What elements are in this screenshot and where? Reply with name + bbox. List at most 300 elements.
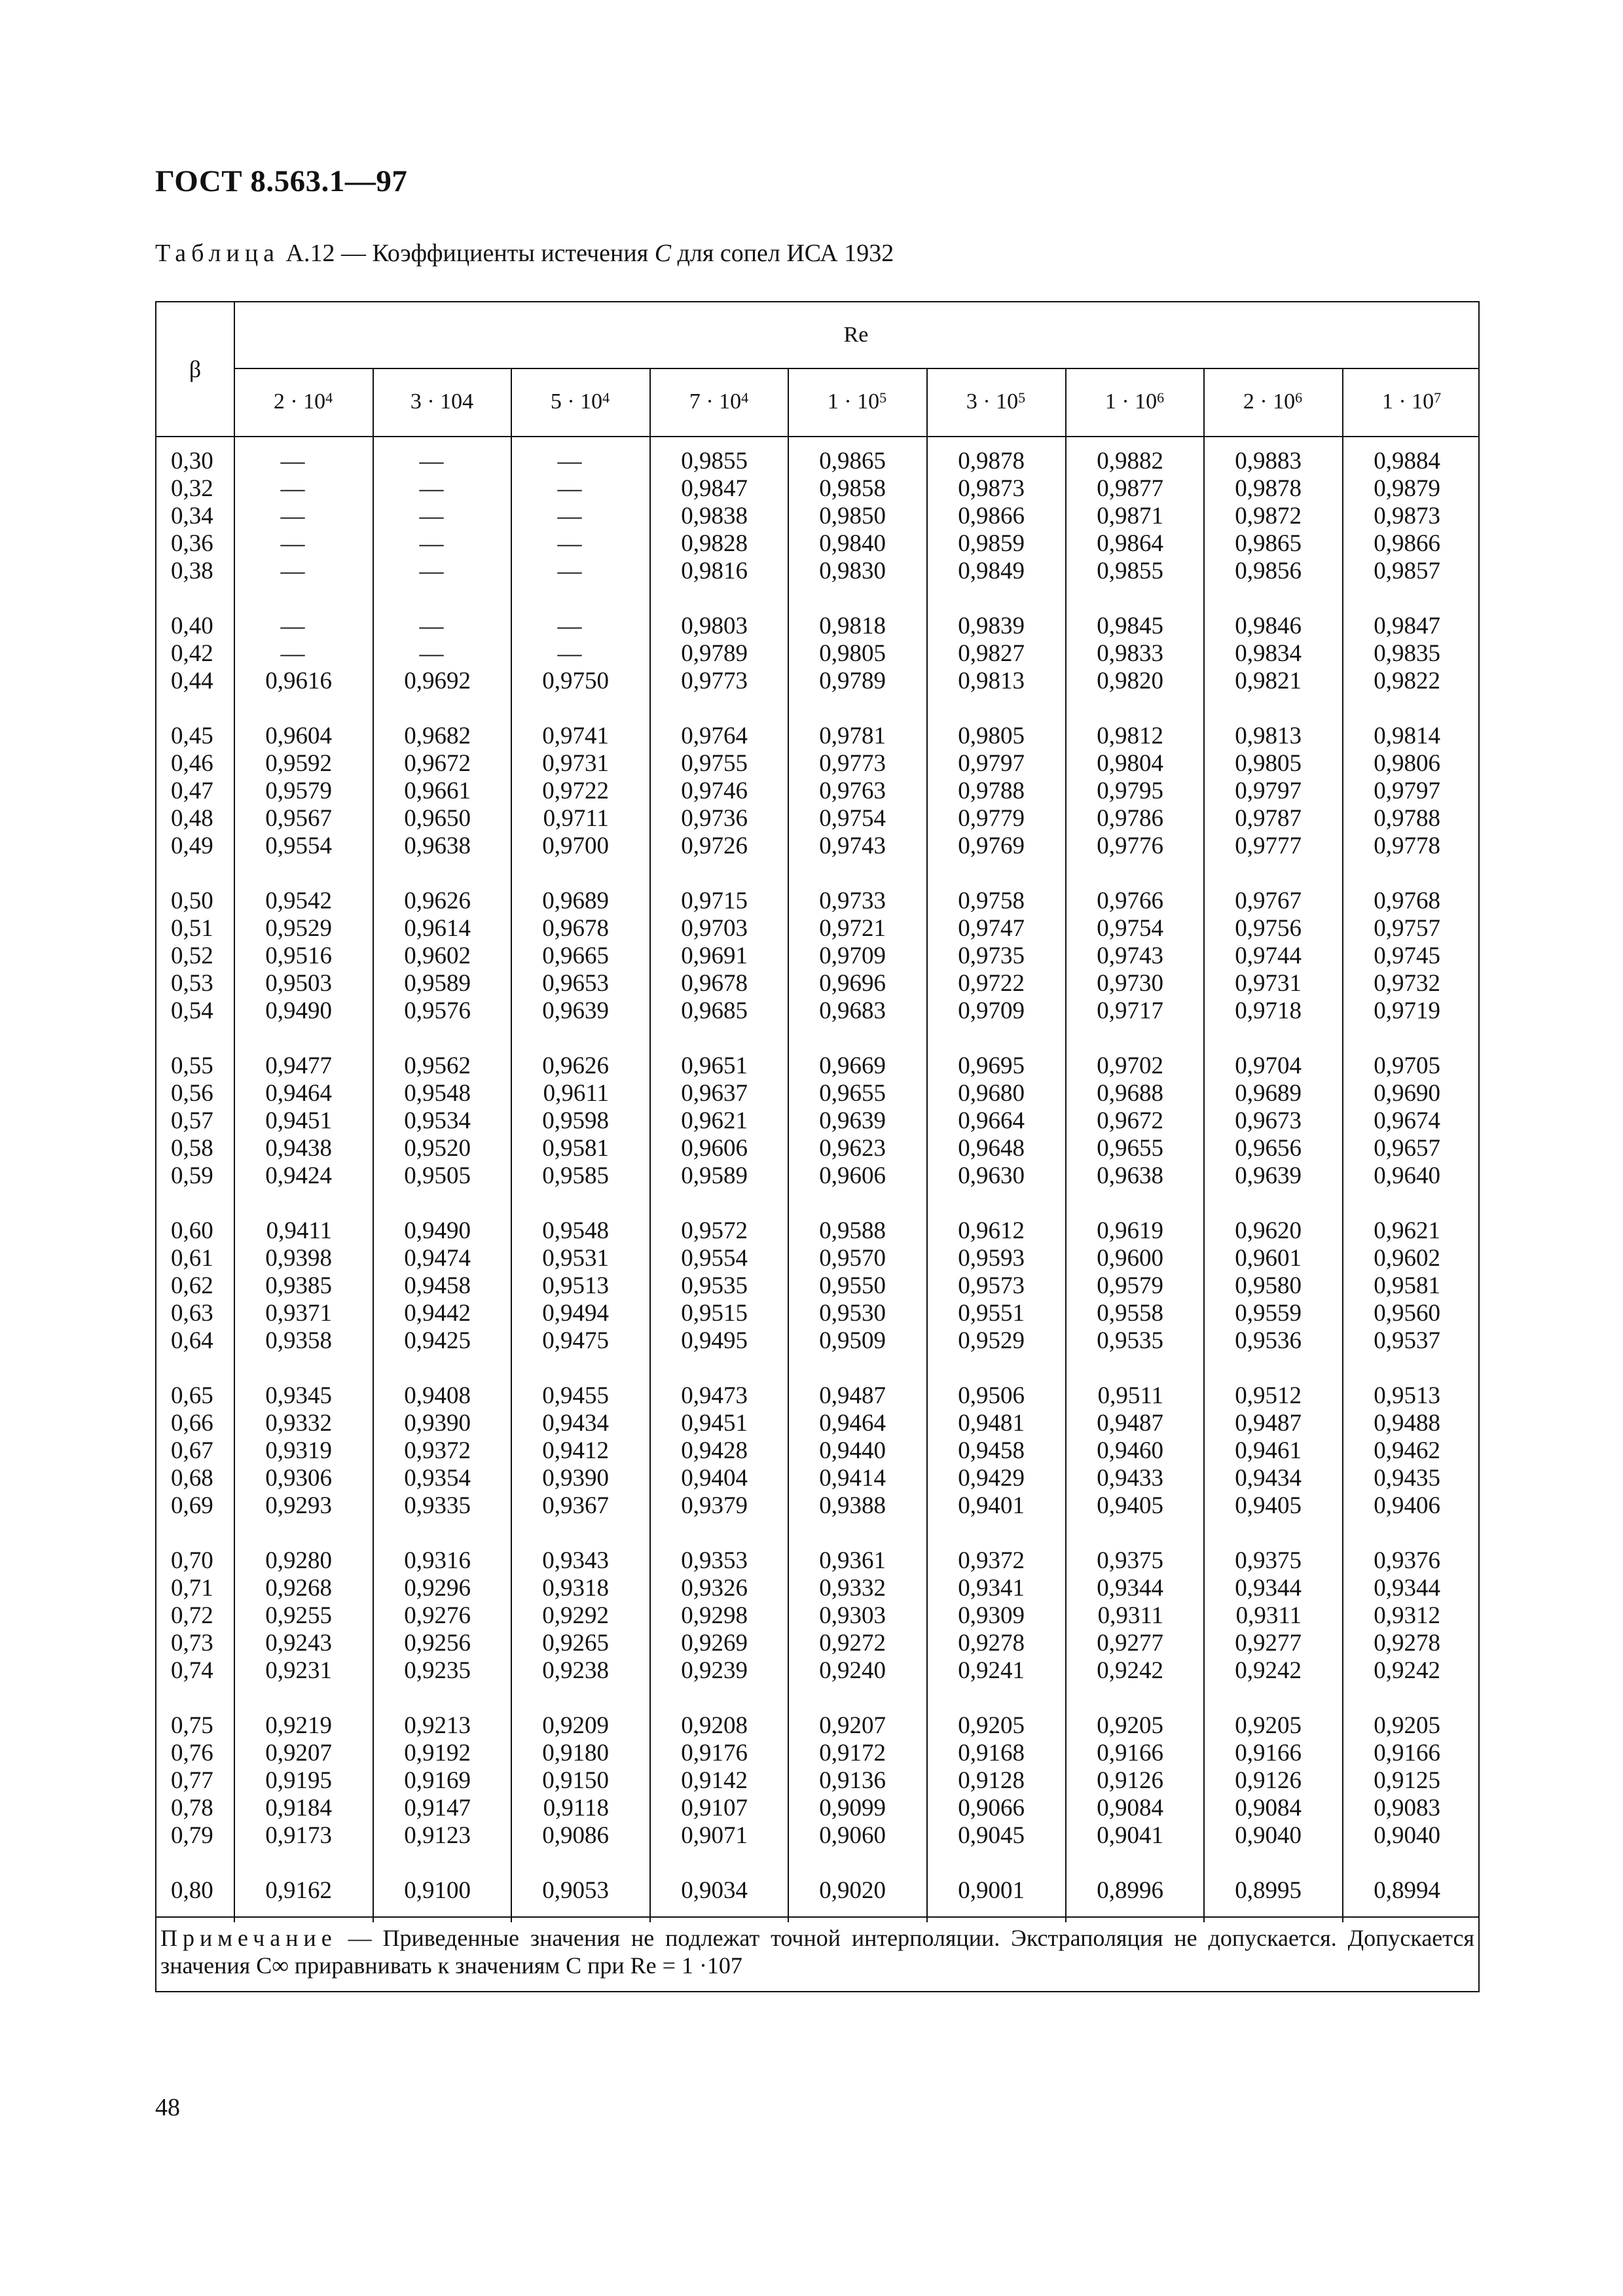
coefficient-value: 0,9205 <box>1374 1712 1440 1739</box>
coefficient-value: 0,9845 <box>1097 613 1163 639</box>
coefficient-value: 0,9689 <box>542 888 609 914</box>
column-header-base: 5 · 10 <box>550 389 603 414</box>
column-header-base: 7 · 10 <box>689 389 742 414</box>
beta-value: 0,47 <box>171 778 213 804</box>
coefficient-value: 0,9458 <box>958 1437 1025 1464</box>
column-header-base: 3 · 104 <box>410 389 474 414</box>
coefficient-value: 0,9192 <box>404 1740 471 1767</box>
coefficient-value: 0,9548 <box>404 1080 471 1107</box>
coefficient-value: 0,9451 <box>681 1410 748 1437</box>
coefficient-value: 0,9516 <box>265 942 332 969</box>
coefficient-value: 0,9711 <box>543 805 609 832</box>
caption-label: Таблица <box>155 240 280 267</box>
beta-value: 0,73 <box>171 1630 213 1657</box>
coefficient-value: 0,9166 <box>1235 1740 1302 1767</box>
column-header-base: 2 · 10 <box>1243 389 1296 414</box>
coefficient-value: 0,9332 <box>265 1410 332 1437</box>
coefficient-value: 0,9520 <box>404 1135 471 1162</box>
coefficient-value: 0,9813 <box>958 668 1025 694</box>
coefficient-value: 0,9434 <box>542 1410 609 1437</box>
coefficient-value: 0,9473 <box>681 1382 748 1409</box>
beta-value: 0,52 <box>171 942 213 969</box>
coefficient-value: 0,9776 <box>1097 833 1163 859</box>
column-header-base: 3 · 10 <box>966 389 1019 414</box>
coefficient-value: 0,9505 <box>404 1162 471 1189</box>
coefficient-value: 0,9086 <box>542 1822 609 1849</box>
coefficient-value: 0,9529 <box>265 915 332 942</box>
coefficient-value: 0,9602 <box>404 942 471 969</box>
coefficient-value: 0,9709 <box>958 997 1025 1024</box>
coefficient-value: 0,9100 <box>404 1877 471 1904</box>
coefficient-value: 0,9235 <box>404 1657 471 1684</box>
beta-value: 0,53 <box>171 970 213 997</box>
coefficient-value: 0,9735 <box>958 942 1025 969</box>
coefficient-value: 0,9554 <box>265 833 332 859</box>
coefficient-value: 0,9560 <box>1374 1300 1440 1327</box>
coefficient-value: 0,9535 <box>1097 1327 1163 1354</box>
coefficient-value: 0,9503 <box>265 970 332 997</box>
coefficient-value: 0,8996 <box>1097 1877 1163 1904</box>
coefficient-value: 0,9758 <box>958 888 1025 914</box>
coefficient-value: 0,9882 <box>1097 448 1163 475</box>
beta-value: 0,48 <box>171 805 213 832</box>
column-header-exponent: 5 <box>879 389 887 406</box>
coefficient-value: 0,9639 <box>819 1107 886 1134</box>
coefficient-value: 0,9585 <box>542 1162 609 1189</box>
coefficient-value: 0,9495 <box>681 1327 748 1354</box>
coefficient-value: 0,9241 <box>958 1657 1025 1684</box>
note-label: Примечание <box>160 1925 337 1951</box>
coefficient-value: 0,9797 <box>1235 778 1302 804</box>
coefficient-value: 0,9682 <box>404 723 471 749</box>
coefficient-value: 0,9379 <box>681 1492 748 1519</box>
coefficient-value: 0,9688 <box>1097 1080 1163 1107</box>
beta-value: 0,34 <box>171 503 213 529</box>
coefficient-value: 0,9412 <box>542 1437 609 1464</box>
coefficient-value: 0,9680 <box>958 1080 1025 1107</box>
coefficient-value: 0,9511 <box>1097 1382 1163 1409</box>
coefficient-value: 0,9620 <box>1235 1217 1302 1244</box>
coefficient-value: — <box>557 613 582 639</box>
coefficient-value: 0,9797 <box>958 750 1025 777</box>
coefficient-value: 0,9195 <box>265 1767 332 1794</box>
coefficient-value: 0,9433 <box>1097 1465 1163 1492</box>
coefficient-value: 0,9580 <box>1235 1272 1302 1299</box>
coefficient-value: 0,9755 <box>681 750 748 777</box>
coefficient-value: 0,9773 <box>681 668 748 694</box>
coefficient-value: 0,9537 <box>1374 1327 1440 1354</box>
coefficient-value: 0,9487 <box>1097 1410 1163 1437</box>
coefficient-value: 0,9598 <box>542 1107 609 1134</box>
coefficient-value: 0,9754 <box>1097 915 1163 942</box>
coefficient-value: 0,9655 <box>819 1080 886 1107</box>
coefficient-value: 0,9367 <box>542 1492 609 1519</box>
coefficient-value: 0,9850 <box>819 503 886 529</box>
column-header <box>373 368 511 436</box>
coefficient-value: 0,9732 <box>1374 970 1440 997</box>
coefficient-value: 0,9839 <box>958 613 1025 639</box>
coefficient-value: — <box>419 613 444 639</box>
coefficient-value: 0,9637 <box>681 1080 748 1107</box>
coefficient-value: 0,9126 <box>1235 1767 1302 1794</box>
coefficient-value: 0,9515 <box>681 1300 748 1327</box>
coefficient-value: 0,9873 <box>1374 503 1440 529</box>
coefficient-value: 0,9542 <box>265 888 332 914</box>
coefficient-value: 0,9558 <box>1097 1300 1163 1327</box>
coefficient-value: 0,9777 <box>1235 833 1302 859</box>
coefficient-value: 0,9866 <box>1374 530 1440 557</box>
coefficient-value: 0,9795 <box>1097 778 1163 804</box>
coefficient-value: 0,9278 <box>1374 1630 1440 1657</box>
coefficient-value: 0,9040 <box>1235 1822 1302 1849</box>
coefficient-value: 0,9344 <box>1097 1575 1163 1602</box>
coefficient-value: 0,8995 <box>1235 1877 1302 1904</box>
coefficient-value: 0,9239 <box>681 1657 748 1684</box>
re-header: Re <box>843 323 869 347</box>
coefficient-value: 0,9292 <box>542 1602 609 1629</box>
coefficient-value: 0,9487 <box>1235 1410 1302 1437</box>
coefficient-value: 0,9173 <box>265 1822 332 1849</box>
coefficient-value: 0,9390 <box>542 1465 609 1492</box>
coefficient-value: 0,9750 <box>542 668 609 694</box>
coefficient-value: 0,9242 <box>1374 1657 1440 1684</box>
coefficient-value: 0,9238 <box>542 1657 609 1684</box>
coefficient-value: 0,9372 <box>404 1437 471 1464</box>
coefficient-value: 0,9084 <box>1097 1795 1163 1821</box>
coefficient-value: 0,9757 <box>1374 915 1440 942</box>
coefficient-value: 0,9481 <box>958 1410 1025 1437</box>
coefficient-value: 0,9385 <box>265 1272 332 1299</box>
column-divider <box>1065 369 1067 1922</box>
coefficient-value: 0,9669 <box>819 1052 886 1079</box>
coefficient-value: 0,9616 <box>265 668 332 694</box>
coefficient-value: 0,9020 <box>819 1877 886 1904</box>
coefficient-value: 0,9821 <box>1235 668 1302 694</box>
beta-value: 0,32 <box>171 475 213 502</box>
coefficient-value: 0,9509 <box>819 1327 886 1354</box>
coefficient-value: 0,9661 <box>404 778 471 804</box>
coefficient-value: — <box>557 475 582 502</box>
beta-value: 0,65 <box>171 1382 213 1409</box>
coefficient-value: 0,9788 <box>1374 805 1440 832</box>
coefficient-value: 0,9878 <box>1235 475 1302 502</box>
note-text: — Приведенные значения не подлежат точной интерполяции. Экстраполяция не допускается. Допускается значения C∞ приравнивать к значениям С при Re = 1 ·107 <box>160 1925 1474 1979</box>
coefficient-value: 0,9293 <box>265 1492 332 1519</box>
coefficient-value: 0,9731 <box>542 750 609 777</box>
coefficient-value: 0,9589 <box>681 1162 748 1189</box>
coefficient-value: 0,9243 <box>265 1630 332 1657</box>
beta-value: 0,50 <box>171 888 213 914</box>
beta-column <box>171 448 213 1905</box>
coefficient-value: 0,9551 <box>958 1300 1025 1327</box>
coefficient-value: 0,9490 <box>404 1217 471 1244</box>
coefficient-value: 0,9572 <box>681 1217 748 1244</box>
column-header-base: 1 · 10 <box>1104 389 1158 414</box>
coefficient-value: — <box>419 448 444 475</box>
coefficient-value: 0,9674 <box>1374 1107 1440 1134</box>
coefficient-value: 0,8994 <box>1374 1877 1440 1904</box>
coefficient-value: 0,9341 <box>958 1575 1025 1602</box>
coefficient-value: 0,9168 <box>958 1740 1025 1767</box>
coefficient-value: 0,9414 <box>819 1465 886 1492</box>
coefficient-value: 0,9045 <box>958 1822 1025 1849</box>
coefficient-value: 0,9602 <box>1374 1245 1440 1272</box>
coefficient-value: 0,9695 <box>958 1052 1025 1079</box>
coefficient-value: 0,9879 <box>1374 475 1440 502</box>
table-caption <box>155 239 894 268</box>
coefficient-value: 0,9855 <box>1097 558 1163 584</box>
coefficient-value: — <box>280 475 305 502</box>
coefficient-value: 0,9166 <box>1097 1740 1163 1767</box>
coefficient-value: 0,9835 <box>1374 640 1440 667</box>
coefficient-value: 0,9700 <box>542 833 609 859</box>
coefficient-value: 0,9428 <box>681 1437 748 1464</box>
coefficient-value: 0,9763 <box>819 778 886 804</box>
coefficient-value: 0,9277 <box>1097 1630 1163 1657</box>
coefficient-value: 0,9865 <box>1235 530 1302 557</box>
coefficient-value: 0,9435 <box>1374 1465 1440 1492</box>
coefficient-value: 0,9464 <box>819 1410 886 1437</box>
beta-value: 0,61 <box>171 1245 213 1272</box>
coefficient-value: 0,9789 <box>681 640 748 667</box>
beta-value: 0,46 <box>171 750 213 777</box>
coefficient-value: 0,9312 <box>1374 1602 1440 1629</box>
coefficient-value: — <box>419 503 444 529</box>
coefficient-value: 0,9592 <box>265 750 332 777</box>
header-bottom-divider <box>156 436 1478 437</box>
coefficient-value: 0,9651 <box>681 1052 748 1079</box>
column-header-exponent: 7 <box>1434 389 1442 406</box>
coefficient-value: 0,9814 <box>1374 723 1440 749</box>
coefficient-value: 0,9405 <box>1097 1492 1163 1519</box>
coefficient-value: 0,9873 <box>958 475 1025 502</box>
coefficient-value: 0,9692 <box>404 668 471 694</box>
coefficient-value: 0,9388 <box>819 1492 886 1519</box>
column-divider <box>373 369 374 1922</box>
coefficient-value: 0,9730 <box>1097 970 1163 997</box>
coefficient-value: 0,9872 <box>1235 503 1302 529</box>
beta-value: 0,42 <box>171 640 213 667</box>
beta-value: 0,59 <box>171 1162 213 1189</box>
beta-value: 0,38 <box>171 558 213 584</box>
coefficient-value: 0,9600 <box>1097 1245 1163 1272</box>
coefficient-value: 0,9715 <box>681 888 748 914</box>
coefficient-value: 0,9128 <box>958 1767 1025 1794</box>
coefficient-value: 0,9425 <box>404 1327 471 1354</box>
coefficient-value: 0,9816 <box>681 558 748 584</box>
coefficient-value: 0,9838 <box>681 503 748 529</box>
coefficient-value: 0,9494 <box>542 1300 609 1327</box>
coefficient-value: 0,9726 <box>681 833 748 859</box>
coefficient-value: 0,9531 <box>542 1245 609 1272</box>
value-column <box>1085 448 1163 1905</box>
coefficient-value: 0,9786 <box>1097 805 1163 832</box>
coefficient-value: 0,9208 <box>681 1712 748 1739</box>
beta-value: 0,40 <box>171 613 213 639</box>
beta-value: 0,69 <box>171 1492 213 1519</box>
coefficient-value: 0,9125 <box>1374 1767 1440 1794</box>
coefficient-value: — <box>557 640 582 667</box>
coefficient-value: 0,9621 <box>681 1107 748 1134</box>
coefficient-value: 0,9529 <box>958 1327 1025 1354</box>
coefficient-value: 0,9205 <box>1235 1712 1302 1739</box>
coefficient-value: 0,9704 <box>1235 1052 1302 1079</box>
coefficient-value: 0,9733 <box>819 888 886 914</box>
coefficient-value: 0,9372 <box>958 1547 1025 1574</box>
coefficient-value: 0,9857 <box>1374 558 1440 584</box>
coefficient-value: 0,9354 <box>404 1465 471 1492</box>
beta-value: 0,74 <box>171 1657 213 1684</box>
beta-value: 0,51 <box>171 915 213 942</box>
coefficient-value: 0,9806 <box>1374 750 1440 777</box>
beta-value: 0,80 <box>171 1877 213 1904</box>
coefficient-value: 0,9606 <box>819 1162 886 1189</box>
coefficient-value: 0,9865 <box>819 448 886 475</box>
coefficient-value: 0,9721 <box>819 915 886 942</box>
coefficient-value: 0,9840 <box>819 530 886 557</box>
coefficient-value: 0,9034 <box>681 1877 748 1904</box>
coefficient-value: 0,9606 <box>681 1135 748 1162</box>
coefficient-value: — <box>280 640 305 667</box>
coefficient-value: 0,9455 <box>542 1382 609 1409</box>
beta-value: 0,54 <box>171 997 213 1024</box>
value-column <box>669 448 748 1905</box>
coefficient-value: 0,9207 <box>819 1712 886 1739</box>
value-column <box>253 448 332 1905</box>
column-divider <box>788 369 789 1922</box>
value-column <box>807 448 886 1905</box>
coefficient-value: 0,9741 <box>542 723 609 749</box>
coefficient-value: 0,9506 <box>958 1382 1025 1409</box>
coefficient-value: 0,9805 <box>958 723 1025 749</box>
coefficient-value: 0,9276 <box>404 1602 471 1629</box>
coefficient-value: 0,9746 <box>681 778 748 804</box>
coefficient-value: 0,9438 <box>265 1135 332 1162</box>
coefficient-value: 0,9460 <box>1097 1437 1163 1464</box>
coefficient-value: 0,9601 <box>1235 1245 1302 1272</box>
coefficient-value: 0,9318 <box>542 1575 609 1602</box>
coefficient-value: 0,9884 <box>1374 448 1440 475</box>
coefficient-value: 0,9866 <box>958 503 1025 529</box>
coefficient-value: 0,9405 <box>1235 1492 1302 1519</box>
coefficient-value: 0,9240 <box>819 1657 886 1684</box>
coefficient-value: 0,9639 <box>1235 1162 1302 1189</box>
coefficient-value: 0,9769 <box>958 833 1025 859</box>
coefficient-value: 0,9147 <box>404 1795 471 1821</box>
document-code: ГОСТ 8.563.1—97 <box>155 164 408 198</box>
coefficient-value: 0,9745 <box>1374 942 1440 969</box>
coefficient-value: 0,9828 <box>681 530 748 557</box>
coefficient-value: 0,9579 <box>1097 1272 1163 1299</box>
coefficient-value: 0,9142 <box>681 1767 748 1794</box>
coefficient-value: 0,9567 <box>265 805 332 832</box>
coefficient-value: 0,9703 <box>681 915 748 942</box>
coefficient-value: 0,9401 <box>958 1492 1025 1519</box>
coefficient-value: 0,9150 <box>542 1767 609 1794</box>
coefficient-value: 0,9265 <box>542 1630 609 1657</box>
coefficient-value: 0,9084 <box>1235 1795 1302 1821</box>
coefficient-value: 0,9638 <box>404 833 471 859</box>
coefficient-value: — <box>557 448 582 475</box>
table-note <box>160 1924 1474 1979</box>
beta-header: β <box>189 356 202 382</box>
coefficient-value: 0,9172 <box>819 1740 886 1767</box>
coefficient-value: 0,9581 <box>1374 1272 1440 1299</box>
coefficient-value: 0,9353 <box>681 1547 748 1574</box>
coefficient-value: 0,9849 <box>958 558 1025 584</box>
page-number: 48 <box>155 2094 180 2121</box>
coefficient-value: 0,9656 <box>1235 1135 1302 1162</box>
coefficient-value: 0,9066 <box>958 1795 1025 1821</box>
coefficient-value: 0,9787 <box>1235 805 1302 832</box>
beta-value: 0,79 <box>171 1822 213 1849</box>
coefficient-value: 0,9434 <box>1235 1465 1302 1492</box>
coefficient-value: 0,9060 <box>819 1822 886 1849</box>
coefficient-value: 0,9311 <box>1235 1602 1302 1629</box>
coefficient-value: 0,9488 <box>1374 1410 1440 1437</box>
coefficient-value: 0,9344 <box>1374 1575 1440 1602</box>
coefficient-value: 0,9326 <box>681 1575 748 1602</box>
coefficient-value: 0,9754 <box>819 805 886 832</box>
column-header-base: 2 · 10 <box>273 389 326 414</box>
coefficient-value: 0,9371 <box>265 1300 332 1327</box>
coefficient-value: 0,9209 <box>542 1712 609 1739</box>
column-header-exponent: 4 <box>325 389 333 406</box>
coefficient-value: 0,9316 <box>404 1547 471 1574</box>
coefficient-value: 0,9358 <box>265 1327 332 1354</box>
coefficient-value: 0,9169 <box>404 1767 471 1794</box>
column-divider <box>1342 369 1343 1922</box>
coefficient-value: 0,9665 <box>542 942 609 969</box>
coefficient-value: 0,9535 <box>681 1272 748 1299</box>
coefficient-value: 0,9219 <box>265 1712 332 1739</box>
beta-value: 0,56 <box>171 1080 213 1107</box>
coefficient-value: 0,9180 <box>542 1740 609 1767</box>
coefficient-value: 0,9309 <box>958 1602 1025 1629</box>
coefficient-value: 0,9744 <box>1235 942 1302 969</box>
coefficient-value: 0,9705 <box>1374 1052 1440 1079</box>
coefficient-table <box>155 301 1480 1992</box>
coefficient-value: 0,9648 <box>958 1135 1025 1162</box>
coefficient-value: 0,9278 <box>958 1630 1025 1657</box>
coefficient-value: 0,9375 <box>1235 1547 1302 1574</box>
coefficient-value: 0,9788 <box>958 778 1025 804</box>
beta-column-divider <box>234 302 235 1922</box>
beta-value: 0,62 <box>171 1272 213 1299</box>
coefficient-value: 0,9424 <box>265 1162 332 1189</box>
column-header-exponent: 6 <box>1295 389 1303 406</box>
coefficient-value: 0,9846 <box>1235 613 1302 639</box>
coefficient-value: 0,9650 <box>404 805 471 832</box>
coefficient-value: 0,9512 <box>1235 1382 1302 1409</box>
coefficient-value: 0,9298 <box>681 1602 748 1629</box>
coefficient-value: 0,9475 <box>542 1327 609 1354</box>
coefficient-value: 0,9779 <box>958 805 1025 832</box>
column-header <box>926 368 1065 436</box>
beta-value: 0,64 <box>171 1327 213 1354</box>
caption-variable: C <box>654 240 672 267</box>
coefficient-value: 0,9231 <box>265 1657 332 1684</box>
value-column <box>530 448 609 1905</box>
coefficient-value: 0,9722 <box>958 970 1025 997</box>
beta-value: 0,68 <box>171 1465 213 1492</box>
coefficient-value: 0,9847 <box>681 475 748 502</box>
coefficient-value: 0,9789 <box>819 668 886 694</box>
coefficient-value: 0,9123 <box>404 1822 471 1849</box>
coefficient-value: 0,9639 <box>542 997 609 1024</box>
coefficient-value: — <box>419 530 444 557</box>
coefficient-value: 0,9626 <box>542 1052 609 1079</box>
